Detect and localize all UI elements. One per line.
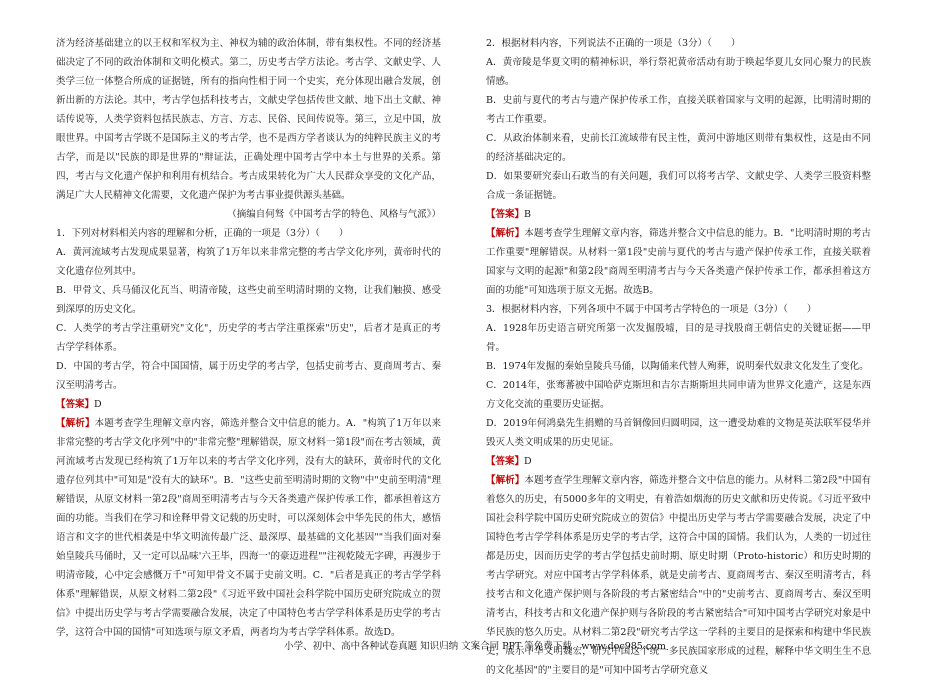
answer-value: B [524,209,531,220]
passage-source: （摘编自何驽《中国考古学的特色、风格与气派》） [227,209,441,220]
question-2-answer [486,205,871,224]
answer-tag: 【答案】 [486,209,525,220]
question-1-option-c: C．人类学的考古学注重研究"文化"，历史学的考古学注重探索"历史"，后者才是真正的考古学学科体系。 [56,323,441,353]
answer-value: D [94,399,102,410]
passage-paragraph: 济为经济基础建立的以王权和军权为主、神权为辅的政治体制，带有集权性。不同的经济基础决定了不同的政治体制和文明化模式。第二，历史考古学方法论。考古学、文献史学、人类学三位一体整合所成的证据链，所有的指向性相于同一个史实，充分体现出融合发展，创新出新的方法论。其中，考古学包括科技考古，文献史学包括传世文献、地下出土文献、神话传说等，人类学资料包括民族志、方言、方志、民俗、民间传说等。第三，立足中国，放眼世界。中国考古学既不是国际主义的考古学，也不是西方学者谈认为的纯粹民族主义的考古学，而是以"民族的即是世界的"辩证法，正确处理中国考古学中本土与世界的关系。第四，考古与文化遗产保护和利用有机结合。考古成果转化为广大人民群众享受的文化产品，满足广大人民精神文化需要，文化遗产保护为考古事业提供源头基础。 [56,38,441,201]
analysis-text: 本题考查学生理解文章内容，筛选并整合文中信息的能力。B．"比明清时期的考古工作重要"理解错误。从材料一第1段"史前与夏代的考古与遗产保护传承工作，直接关联着国家与文明的起源"和第2段"商周至明清考古与今天各类遗产保护传承工作，都承担着这方面的功能"可知选项于原文无据。故选B。 [486,228,871,296]
question-1-answer [56,395,441,414]
analysis-text: 本题考查学生理解文章内容，筛选并整合文中信息的能力。从材料二第2段"中国有着悠久的历史，有5000多年的文明史，有着浩如烟海的历史文献和历史传说。《习近平致中国社会科学院中国历史研究院成立的贺信》中提出历史学与考古学需要融合发展，决定了中国特色考古学学科体系是历史学的考古学，这符合中国的国情。我们认为，人类的一切过往都是历史，因而历史学的考古学包括史前时期、原史时期（Proto-historic）和历史时期的考古学研究。对应中国考古学学科体系，就是史前考古、夏商周考古、秦汉至明清考古，科技考古和文化遗产保护则与各阶段的考古紧密结合"中的"史前考古、夏商周考古、秦汉至明清考古，科技考古和文化遗产保护则与各阶段的考古紧密结合"可知中国考古学研究对象是中华民族的悠久历史。从材料二第2段"研究考古学这一学科的主要目的是探索和构建中华民族史，展示中华文明魏宏，研究中国这个统一多民族国家形成的过程，解释中华文明生生不息的文化基因"的"主要目的是"可知中国考古学研究意义 [486,475,871,676]
question-1-analysis [56,414,441,642]
answer-tag: 【答案】 [56,399,95,410]
analysis-tag: 【解析】 [486,475,525,486]
question-1-option-d: D．中国的考古学，符合中国国情，属于历史学的考古学，包括史前考古、夏商周考古、秦汉至明清考古。 [56,361,441,391]
analysis-text: 本题考查学生理解文章内容，筛选并整合文中信息的能力。A．"构筑了1万年以来非常完整的考古学文化序列"中的"非常完整"理解错误，原文材料一第1段"而在考古领域，黄河流域考古发现已经构筑了1万年以来的考古学文化序列，没有大的缺环，黄帝时代的文化遗存位列其中"可知是"没有大的缺环"。B．"这些史前至明清时期的文物"中"史前至明清"理解错误，从原文材料一第2段"商周至明清考古与今天各类遗产保护传承工作，都承担着这方面的功能。当我们在学习和诠释甲骨文记载的历史时，可以深刻体会中华先民的伟大，感悟语言和文字的世代相袭是中华文明流传最广泛、最深厚、最基础的文化基因""当我们面对秦始皇陵兵马俑时，又一定可以品味'六王毕，四海一'的豪迈进程""注视乾陵无字碑，再漫步于明清帝陵，心中定会感慨万千"可知甲骨文不属于史前文明。C．"后者是真正的考古学学科体系"理解错误，从原文材料二第2段"《习近平致中国社会科学院中国历史研究院成立的贺信》中提出历史学与考古学需要融合发展，决定了中国特色考古学学科体系是历史学的考古学，这符合中国的国情"可知选项与原文矛盾，两者均为考古学学科体系。故选D。 [56,418,441,638]
question-3-option-c: C．2014年，张骞蕃被中国哈萨克斯坦和吉尔吉斯斯坦共同申请为世界文化遗产，这是东西方文化交流的重要历史证据。 [486,380,871,410]
question-2-analysis [486,224,871,300]
question-3-stem: 3．根据材料内容，下列各项中不属于中国考古学特色的一项是（3分）（ ） [486,304,817,315]
question-1-option-a: A．黄河流域考古发现成果显著，构筑了1万年以来非常完整的考古学文化序列，黄帝时代的文化遗存位列其中。 [56,247,441,277]
answer-value: D [524,456,532,467]
question-2-option-d: D．如果要研究泰山石敢当的有关问题，我们可以将考古学、文献史学、人类学三股资料整合成一条证据链。 [486,171,871,201]
question-2-option-c: C．从政治体制来看，史前长江流域带有民主性，黄河中游地区则带有集权性，这是由不同的经济基础决定的。 [486,133,871,163]
analysis-tag: 【解析】 [56,418,95,429]
question-1-option-b: B．甲骨文、兵马俑汉化瓦当、明清帝陵，这些史前至明清时期的文物，让我们触摸、感受到深厚的历史文化。 [56,285,441,315]
answer-tag: 【答案】 [486,456,525,467]
question-3-answer [486,452,871,471]
page-footer: 小学、初中、高中各种试卷真题 知识归纳 文案合同 PPT 等免费下载 www.doc985.com [284,641,666,652]
question-3-option-d: D．2019年何鸿燊先生捐赠的马首铜像回归圆明园，这一遭受劫难的文物是英法联军侵华并毁灭人类文明成果的历史见证。 [486,418,871,448]
question-1-stem: 1．下列对材料相关内容的理解和分析，正确的一项是（3分）（ ） [56,228,349,239]
question-2-option-b: B．史前与夏代的考古与遗产保护传承工作，直接关联着国家与文明的起源，比明清时期的考古工作重要。 [486,95,871,125]
right-column [486,34,871,680]
question-3-option-b: B．1974年发掘的秦始皇陵兵马俑，以陶俑来代替人殉葬，说明秦代奴隶文化发生了变化。 [486,361,869,372]
question-2-stem: 2．根据材料内容，下列说法不正确的一项是（3分）（ ） [486,38,741,49]
left-column [56,34,441,642]
analysis-tag: 【解析】 [486,228,525,239]
question-3-option-a: A．1928年历史语言研究所第一次发掘殷墟，目的是寻找殷商王朝信史的关键证据——甲骨。 [486,323,871,353]
question-2-option-a: A．黄帝陵是华夏文明的精神标识，举行祭祀黄帝活动有助于唤起华夏儿女同心聚力的民族情感。 [486,57,871,87]
